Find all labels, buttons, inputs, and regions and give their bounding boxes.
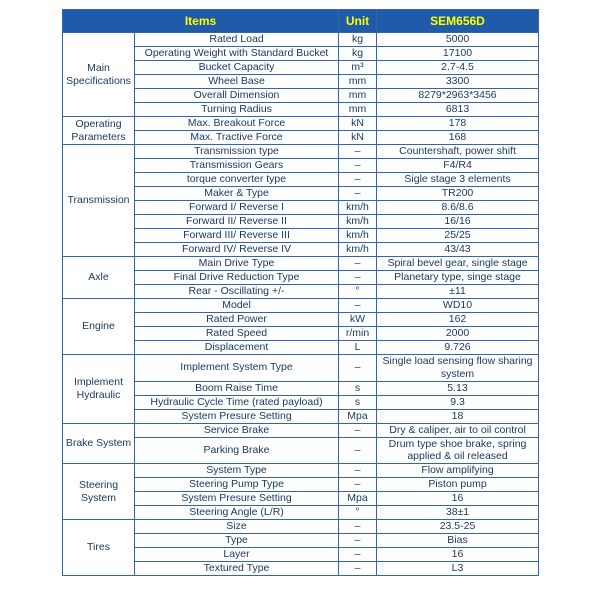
unit-cell: –	[339, 478, 377, 492]
item-cell: Main Drive Type	[135, 257, 339, 271]
item-cell: Forward I/ Reverse I	[135, 201, 339, 215]
spec-sheet	[62, 9, 539, 576]
unit-cell: mm	[339, 89, 377, 103]
unit-cell: s	[339, 395, 377, 409]
item-cell: Rear - Oscillating +/-	[135, 285, 339, 299]
table-row	[63, 409, 539, 423]
table-row	[63, 257, 539, 271]
item-cell: Rated Speed	[135, 327, 339, 341]
value-cell: 162	[377, 313, 539, 327]
table-row	[63, 201, 539, 215]
unit-cell: –	[339, 173, 377, 187]
unit-cell: –	[339, 299, 377, 313]
table-row	[63, 47, 539, 61]
value-cell: 17100	[377, 47, 539, 61]
category-cell: Brake System	[63, 423, 135, 464]
item-cell: Wheel Base	[135, 75, 339, 89]
unit-cell: km/h	[339, 201, 377, 215]
table-row	[63, 520, 539, 534]
value-cell: 9.3	[377, 395, 539, 409]
value-cell: Countershaft, power shift	[377, 145, 539, 159]
spec-table	[62, 9, 539, 576]
item-cell: Forward IV/ Reverse IV	[135, 243, 339, 257]
spec-table-body	[63, 33, 539, 576]
item-cell: System Presure Setting	[135, 409, 339, 423]
category-cell: Engine	[63, 299, 135, 355]
header-items: Items	[63, 10, 339, 33]
table-row	[63, 492, 539, 506]
item-cell: Maker & Type	[135, 187, 339, 201]
value-cell: ±11	[377, 285, 539, 299]
unit-cell: km/h	[339, 229, 377, 243]
table-row	[63, 313, 539, 327]
table-row	[63, 145, 539, 159]
value-cell: 8279*2963*3456	[377, 89, 539, 103]
item-cell: Model	[135, 299, 339, 313]
item-cell: Steering Angle (L/R)	[135, 506, 339, 520]
item-cell: Turning Radius	[135, 103, 339, 117]
category-cell: Axle	[63, 257, 135, 299]
unit-cell: kW	[339, 313, 377, 327]
value-cell: Drum type shoe brake, spring applied & oil released	[377, 437, 539, 464]
table-row	[63, 299, 539, 313]
table-row	[63, 437, 539, 464]
value-cell: 3300	[377, 75, 539, 89]
unit-cell: kg	[339, 47, 377, 61]
unit-cell: –	[339, 271, 377, 285]
value-cell: 16/16	[377, 215, 539, 229]
unit-cell: –	[339, 187, 377, 201]
header-model: SEM656D	[377, 10, 539, 33]
value-cell: 168	[377, 131, 539, 145]
unit-cell: r/min	[339, 327, 377, 341]
item-cell: Service Brake	[135, 423, 339, 437]
value-cell: 6813	[377, 103, 539, 117]
item-cell: Transmission Gears	[135, 159, 339, 173]
value-cell: 43/43	[377, 243, 539, 257]
value-cell: 16	[377, 548, 539, 562]
value-cell: Spiral bevel gear, single stage	[377, 257, 539, 271]
value-cell: Sigle stage 3 elements	[377, 173, 539, 187]
value-cell: Bias	[377, 534, 539, 548]
table-row	[63, 89, 539, 103]
table-row	[63, 215, 539, 229]
unit-cell: km/h	[339, 243, 377, 257]
category-cell: Tires	[63, 520, 135, 576]
table-row	[63, 173, 539, 187]
value-cell: Dry & caliper, air to oil control	[377, 423, 539, 437]
value-cell: Single load sensing flow sharing system	[377, 355, 539, 382]
table-row	[63, 271, 539, 285]
value-cell: Flow amplifying	[377, 464, 539, 478]
item-cell: Steering Pump Type	[135, 478, 339, 492]
value-cell: Piston pump	[377, 478, 539, 492]
table-row	[63, 243, 539, 257]
unit-cell: –	[339, 257, 377, 271]
value-cell: L3	[377, 562, 539, 576]
unit-cell: m³	[339, 61, 377, 75]
item-cell: Forward II/ Reverse II	[135, 215, 339, 229]
unit-cell: Mpa	[339, 492, 377, 506]
table-row	[63, 341, 539, 355]
table-row	[63, 75, 539, 89]
unit-cell: –	[339, 534, 377, 548]
value-cell: 9.726	[377, 341, 539, 355]
table-row	[63, 103, 539, 117]
item-cell: Max. Breakout Force	[135, 117, 339, 131]
item-cell: Rated Load	[135, 33, 339, 47]
unit-cell: –	[339, 159, 377, 173]
unit-cell: mm	[339, 103, 377, 117]
item-cell: Implement System Type	[135, 355, 339, 382]
unit-cell: kN	[339, 131, 377, 145]
value-cell: F4/R4	[377, 159, 539, 173]
unit-cell: s	[339, 381, 377, 395]
item-cell: Bucket Capacity	[135, 61, 339, 75]
value-cell: 18	[377, 409, 539, 423]
table-row	[63, 327, 539, 341]
category-cell: Operating Parameters	[63, 117, 135, 145]
unit-cell: –	[339, 355, 377, 382]
table-row	[63, 534, 539, 548]
item-cell: Displacement	[135, 341, 339, 355]
unit-cell: mm	[339, 75, 377, 89]
header-unit: Unit	[339, 10, 377, 33]
table-row	[63, 355, 539, 382]
table-row	[63, 61, 539, 75]
item-cell: Hydraulic Cycle Time (rated payload)	[135, 395, 339, 409]
item-cell: Type	[135, 534, 339, 548]
item-cell: Overall Dimension	[135, 89, 339, 103]
item-cell: Rated Power	[135, 313, 339, 327]
item-cell: System Type	[135, 464, 339, 478]
table-row	[63, 131, 539, 145]
item-cell: Operating Weight with Standard Bucket	[135, 47, 339, 61]
table-row	[63, 478, 539, 492]
table-row	[63, 285, 539, 299]
item-cell: System Presure Setting	[135, 492, 339, 506]
category-cell: Implement Hydraulic	[63, 355, 135, 424]
unit-cell: °	[339, 506, 377, 520]
table-row	[63, 506, 539, 520]
value-cell: WD10	[377, 299, 539, 313]
item-cell: Max. Tractive Force	[135, 131, 339, 145]
unit-cell: °	[339, 285, 377, 299]
unit-cell: –	[339, 520, 377, 534]
value-cell: 178	[377, 117, 539, 131]
unit-cell: –	[339, 145, 377, 159]
value-cell: 8.6/8.6	[377, 201, 539, 215]
table-row	[63, 187, 539, 201]
table-row	[63, 464, 539, 478]
unit-cell: kg	[339, 33, 377, 47]
unit-cell: –	[339, 423, 377, 437]
unit-cell: –	[339, 464, 377, 478]
unit-cell: km/h	[339, 215, 377, 229]
item-cell: Textured Type	[135, 562, 339, 576]
value-cell: 5000	[377, 33, 539, 47]
value-cell: 16	[377, 492, 539, 506]
table-row	[63, 395, 539, 409]
unit-cell: –	[339, 437, 377, 464]
item-cell: Boom Raise Time	[135, 381, 339, 395]
table-row	[63, 229, 539, 243]
value-cell: 5.13	[377, 381, 539, 395]
item-cell: Final Drive Reduction Type	[135, 271, 339, 285]
unit-cell: Mpa	[339, 409, 377, 423]
table-row	[63, 381, 539, 395]
table-row	[63, 423, 539, 437]
table-row	[63, 562, 539, 576]
header-row	[63, 10, 539, 33]
item-cell: Layer	[135, 548, 339, 562]
table-row	[63, 548, 539, 562]
category-cell: Transmission	[63, 145, 135, 257]
unit-cell: –	[339, 562, 377, 576]
value-cell: 2.7-4.5	[377, 61, 539, 75]
item-cell: torque converter type	[135, 173, 339, 187]
unit-cell: kN	[339, 117, 377, 131]
value-cell: 38±1	[377, 506, 539, 520]
unit-cell: –	[339, 548, 377, 562]
table-row	[63, 159, 539, 173]
item-cell: Transmission type	[135, 145, 339, 159]
item-cell: Parking Brake	[135, 437, 339, 464]
value-cell: 25/25	[377, 229, 539, 243]
unit-cell: L	[339, 341, 377, 355]
value-cell: 2000	[377, 327, 539, 341]
value-cell: TR200	[377, 187, 539, 201]
table-row	[63, 117, 539, 131]
category-cell: Main Specifications	[63, 33, 135, 117]
category-cell: Steering System	[63, 464, 135, 520]
item-cell: Size	[135, 520, 339, 534]
value-cell: Planetary type, singe stage	[377, 271, 539, 285]
table-row	[63, 33, 539, 47]
value-cell: 23.5-25	[377, 520, 539, 534]
item-cell: Forward III/ Reverse III	[135, 229, 339, 243]
